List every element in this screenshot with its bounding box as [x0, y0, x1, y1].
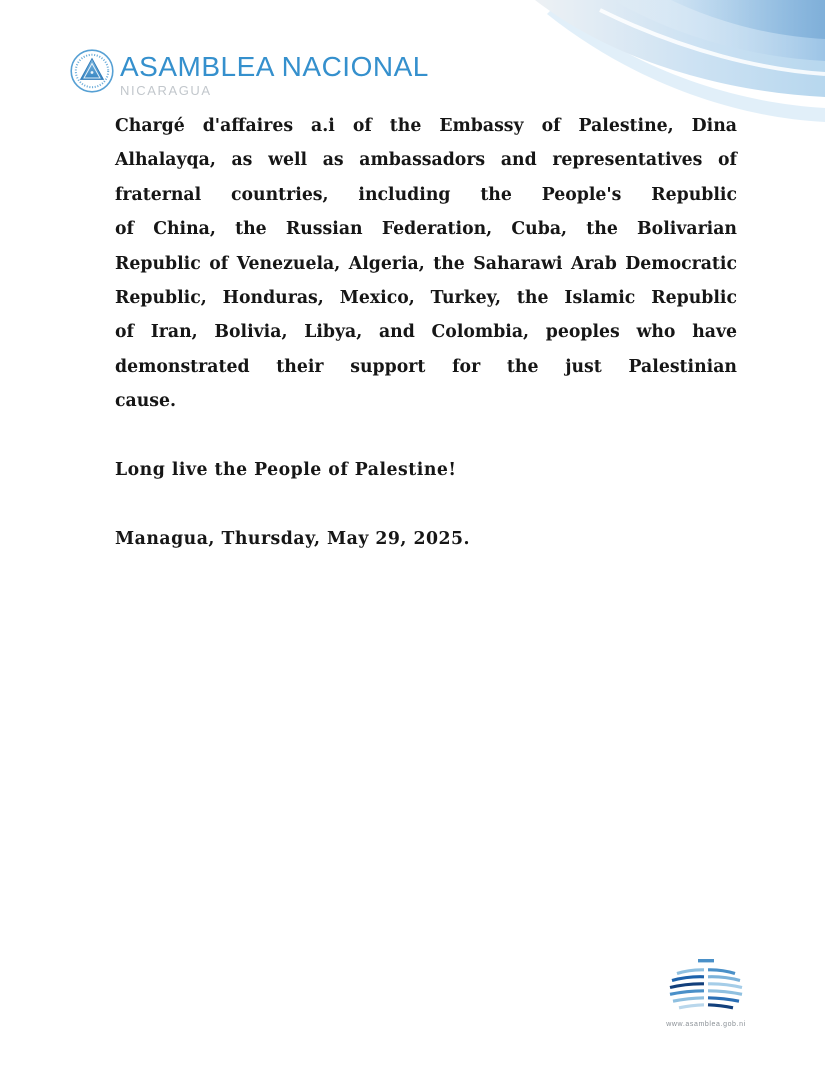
slogan-line: Long live the People of Palestine! — [115, 460, 457, 481]
website-url: www.asamblea.gob.ni — [666, 1021, 746, 1028]
assembly-globe-logo-icon — [662, 958, 750, 1018]
paragraph-line: Republic of Venezuela, Algeria, the Saharawi Arab Democratic — [115, 253, 737, 274]
paragraph-line: Republic, Honduras, Mexico, Turkey, the Islamic Republic — [115, 288, 737, 309]
org-subtitle: NICARAGUA — [120, 83, 212, 98]
blank-line — [115, 487, 737, 521]
letterhead — [70, 49, 429, 99]
paragraph-line: demonstrated their support for the just Palestinian — [115, 356, 737, 377]
brand-block — [120, 49, 429, 99]
dateline: Managua, Thursday, May 29, 2025. — [115, 528, 471, 549]
letter-body — [115, 109, 737, 556]
footer-logo-block — [661, 958, 751, 1028]
national-assembly-seal-icon — [70, 49, 114, 93]
org-title: ASAMBLEA NACIONAL — [120, 51, 429, 82]
blank-line — [115, 419, 737, 453]
paragraph-line: Chargé d'affaires a.i of the Embassy of Palestine, Dina — [115, 116, 737, 136]
paragraph-line: fraternal countries, including the People's Republic — [115, 184, 737, 205]
paragraph-line: of China, the Russian Federation, Cuba, the Bolivarian — [115, 219, 737, 240]
paragraph-line: of Iran, Bolivia, Libya, and Colombia, peoples who have — [115, 322, 737, 343]
paragraph-line: Alhalayqa, as well as ambassadors and representatives of — [115, 150, 737, 171]
paragraph-line: cause. — [115, 391, 177, 412]
